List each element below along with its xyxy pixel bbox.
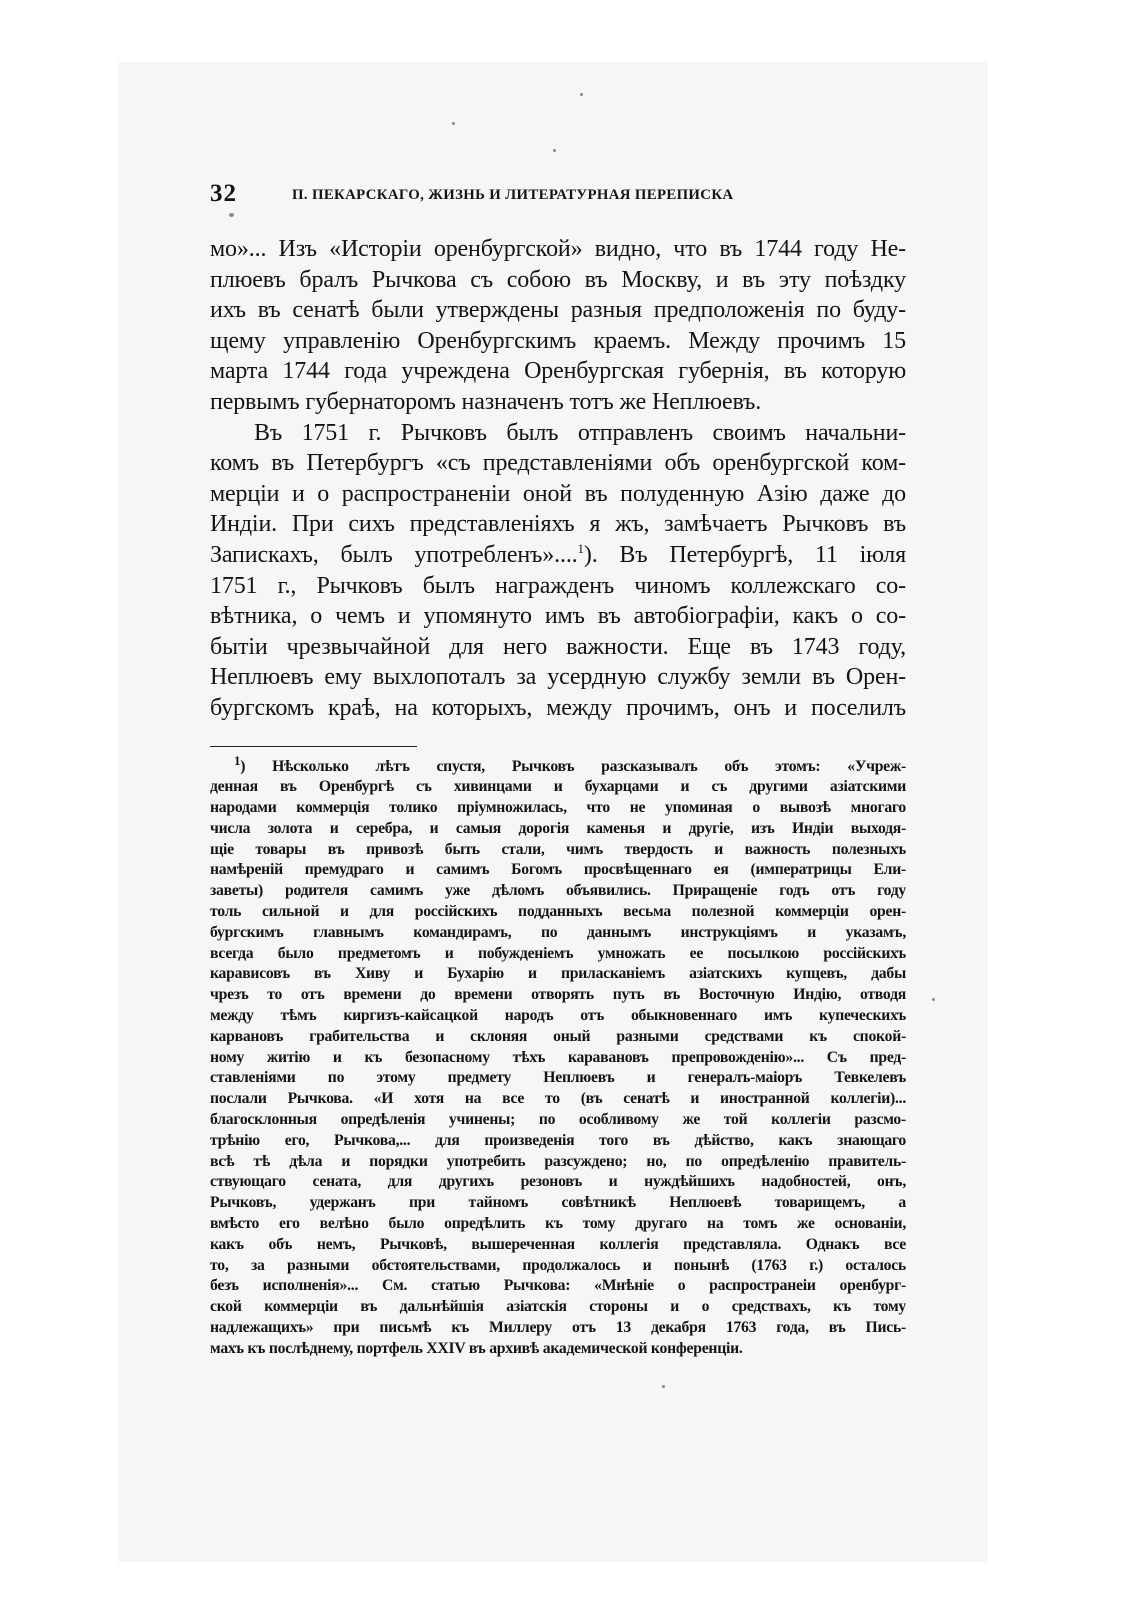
footnote-line: народами коммерція толико пріумножилась, что не упоминая о вывозѣ многаго	[210, 799, 906, 817]
text-line: щему управленію Оренбургскимъ краемъ. Между прочимъ 15	[210, 327, 906, 354]
text-line: марта 1744 года учреждена Оренбургская губернія, въ которую	[210, 358, 906, 385]
text-line: мерціи и о распространеніи оной въ полуденную Азію даже до	[210, 480, 906, 507]
footnote-line: числа золота и серебра, и самыя дорогія каменья и другіе, изъ Индіи выходя-	[210, 819, 906, 837]
footnote-line: махъ къ послѣднему, портфель XXIV въ архивѣ академической конференціи.	[210, 1339, 743, 1357]
footnote-line: заветы) родителя самимъ уже дѣломъ объявились. Приращеніе годъ отъ году	[210, 882, 906, 900]
page-number: 32	[210, 180, 237, 207]
text-line: плюевъ бралъ Рычкова съ собою въ Москву, и въ эту поѣздку	[210, 266, 906, 293]
footnote-line: бургскимъ главнымъ командирамъ, по даннымъ инструкціямъ и указамъ,	[210, 923, 906, 941]
footnote-line: щіе товары въ привозѣ быть стали, чимъ твердость и важность полезныхъ	[210, 840, 906, 858]
text-line: бургскомъ краѣ, на которыхъ, между прочимъ, онъ и поселилъ	[210, 694, 906, 721]
text-segment: Запискахъ, былъ употребленъ»....	[210, 541, 578, 568]
text-line: первымъ губернаторомъ назначенъ тотъ же Неплюевъ.	[210, 388, 762, 415]
footnote-line: между тѣмъ киргизъ-кайсацкой народъ отъ обыкновеннаго имъ купеческихъ	[210, 1007, 906, 1025]
text-line: Индіи. При сихъ представленіяхъ я жъ, замѣчаетъ Рычковъ въ	[210, 511, 906, 538]
footnote-line: намѣреній премудраго и самимъ Богомъ просвѣщеннаго ея (императрицы Ели-	[210, 861, 906, 879]
page-header	[210, 180, 906, 216]
footnote-line: благосклонныя опредѣленія учинены; по особливому же той коллегіи разсмо-	[210, 1111, 906, 1129]
footnote-line: карвановъ грабительства и склоняя оный разными средствами къ спокой-	[210, 1027, 906, 1045]
text-line-with-footnote-ref	[210, 540, 906, 571]
footnote-line: толь сильной и для россійскихъ подданныхъ весьма полезной коммерціи орен-	[210, 903, 906, 921]
scan-speck	[452, 122, 455, 125]
footnote-line: надлежащихъ» при письмѣ къ Миллеру отъ 13 декабря 1763 года, въ Пись-	[210, 1319, 906, 1337]
running-head: П. ПЕКАРСКАГО, ЖИЗНЬ И ЛИТЕРАТУРНАЯ ПЕРЕПИСКА	[292, 187, 734, 203]
footnote-line: какъ объ немъ, Рычковѣ, вышереченная коллегія представляла. Однакъ все	[210, 1235, 906, 1253]
text-line: бытіи чрезвычайной для него важности. Еще въ 1743 году,	[210, 633, 906, 660]
main-text	[210, 234, 906, 724]
footnote-line: всѣ тѣ дѣла и порядки употребить разсуждено; но, по опредѣленію правитель-	[210, 1152, 906, 1170]
text-line: 1751 г., Рычковъ былъ награжденъ чиномъ коллежскаго со-	[210, 572, 906, 599]
footnote-line: чрезъ то отъ времени до времени отворять путь въ Восточную Индію, отводя	[210, 986, 906, 1004]
text-line: мо»... Изъ «Исторіи оренбургской» видно, что въ 1744 году Не-	[210, 236, 906, 262]
footnote-line: карависовъ въ Хиву и Бухарію и приласканіемъ азіатскихъ купцевъ, дабы	[210, 965, 906, 983]
footnote-line: ствующаго сената, для другихъ резоновъ и нуждѣйшихъ надобностей, онъ,	[210, 1173, 906, 1191]
text-segment: ). Въ Петербургѣ, 11 іюля	[583, 541, 906, 568]
footnote-line: послали Рычкова. «И хотя на все то (въ сенатѣ и иностранной коллегіи)...	[210, 1090, 906, 1108]
footnote-marker: 1	[234, 752, 241, 768]
footnote-line: ставленіями по этому предмету Неплюевъ и генералъ-маіоръ Тевкелевъ	[210, 1069, 906, 1087]
footnote-line: трѣнію его, Рычкова,... для произведенія того въ дѣйство, какъ знающаго	[210, 1131, 906, 1149]
footnote-line: ному житію и къ безопасному тѣхъ каравановъ препровожденію»... Съ пред-	[210, 1048, 906, 1066]
footnote-line: ской коммерціи въ дальнѣйшія азіатскія стороны и о средствахъ, къ тому	[210, 1298, 906, 1316]
text-line: вѣтника, о чемъ и упомянуто имъ въ автобіографіи, какъ о со-	[210, 603, 906, 630]
footnote-line: $^1$) Нѣсколько лѣтъ спустя, Рычковъ разсказывалъ объ этомъ: «Учреж-	[234, 752, 906, 775]
text-line: Въ 1751 г. Рычковъ былъ отправленъ своимъ начальни-	[254, 419, 906, 446]
footnote-line: то, за разными обстоятельствами, продолжалось и понынѣ (1763 г.) осталось	[210, 1256, 906, 1274]
footnote-line: всегда было предметомъ и побужденіемъ умножать ее посылкою россійскихъ	[210, 944, 906, 962]
text-line: комъ въ Петербургъ «съ представленіями объ оренбургской ком-	[210, 450, 906, 477]
footnote-line: безъ исполненія»... См. статью Рычкова: «Мнѣніе о распространеіи оренбург-	[210, 1277, 906, 1295]
scan-speck	[662, 1385, 665, 1388]
scan-speck	[580, 93, 583, 96]
footnote-ref: 1	[577, 540, 584, 556]
footnote-line: денная въ Оренбургѣ съ хивинцами и бухарцами и съ другими азіатскими	[210, 778, 906, 796]
scan-speck	[553, 149, 556, 152]
footnote-divider	[210, 746, 417, 747]
text-segment: Нѣсколько лѣтъ спустя, Рычковъ разсказывалъ объ этомъ: «Учреж-	[272, 757, 906, 775]
scan-speck	[932, 998, 935, 1001]
book-page	[210, 180, 906, 1360]
footnote-line: Рычковъ, удержанъ при тайномъ совѣтникѣ Неплюевѣ товарищемъ, а	[210, 1194, 906, 1212]
footnote-line: вмѣсто его велѣно было опредѣлить къ тому другаго на томъ же основаніи,	[210, 1215, 906, 1233]
footnote	[210, 752, 906, 1360]
text-line: ихъ въ сенатѣ были утверждены разныя предположенія по буду-	[210, 297, 906, 324]
text-line: Неплюевъ ему выхлопоталъ за усердную службу земли въ Орен-	[210, 664, 906, 691]
